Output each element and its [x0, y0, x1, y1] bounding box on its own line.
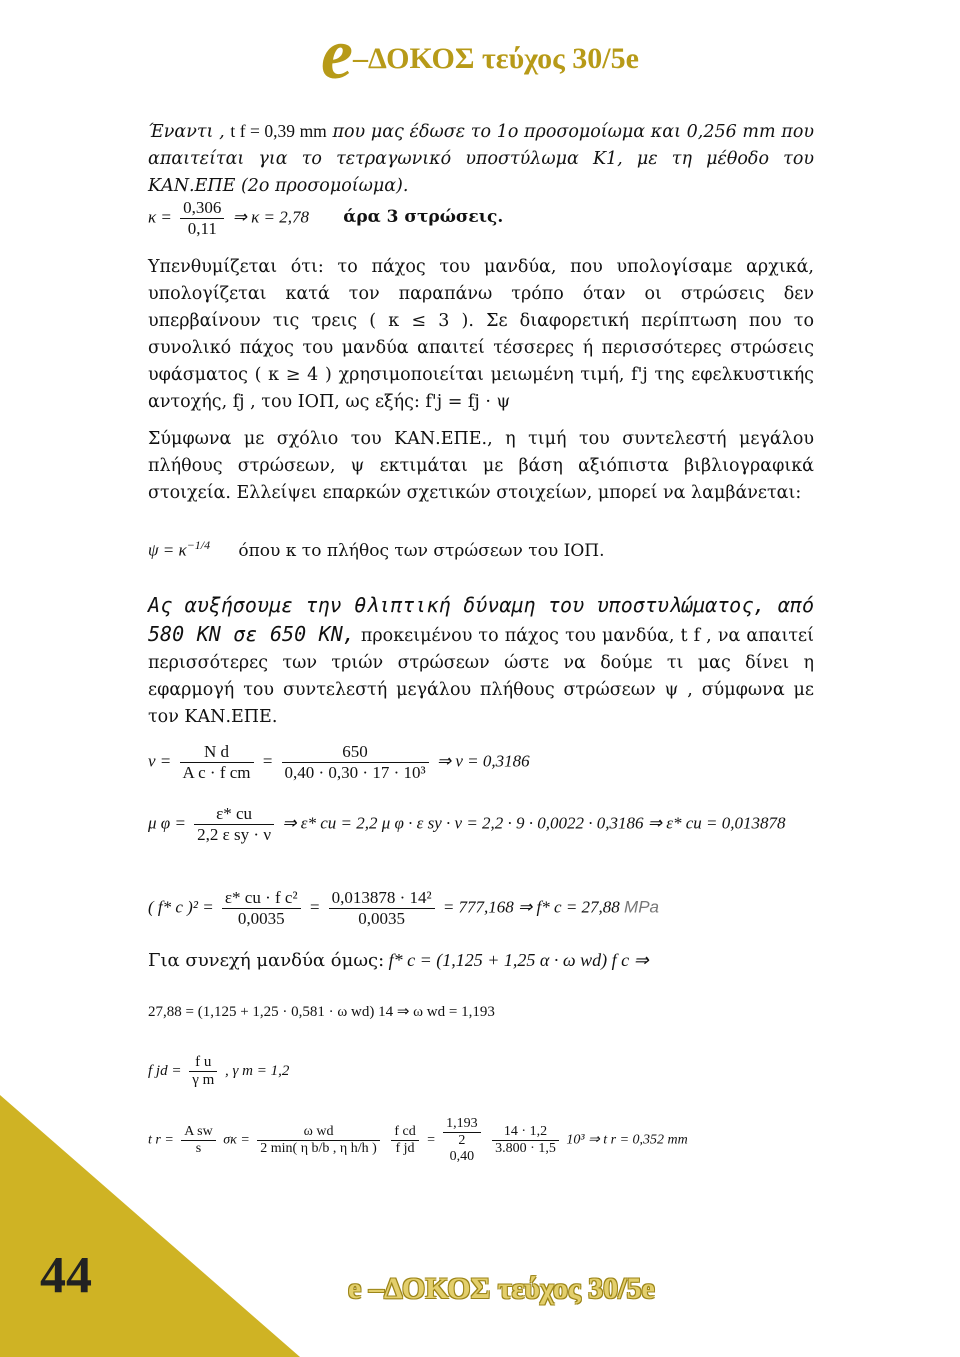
equation-tr [148, 1116, 688, 1165]
emphasis-text: Ας αυξήσουμε την θλιπτική δύναμη του υποστυλώματος, από 580 KN σε 650 KN, [148, 593, 814, 646]
nu-result: ⇒ ν = 0,3186 [436, 751, 530, 771]
equation-psi [148, 538, 648, 561]
tr-f5-num: 14 · 1,2 [492, 1124, 559, 1141]
paragraph-increase [148, 592, 814, 731]
psi-note: όπου κ το πλήθος των στρώσεων του ΙΟΠ. [238, 540, 605, 561]
fjd-lhs: f jd = [148, 1062, 182, 1079]
tr-f2-den: 2 min( η b/b , η h/h ) [260, 1141, 377, 1156]
header-title: –ΔΟΚΟΣ τεύχος 30/5e [353, 42, 639, 75]
continuous-formula: f* c = (1,125 + 1,25 α · ω wd) f c ⇒ [388, 950, 649, 970]
fc-den1: 0,0035 [237, 909, 285, 928]
fc-fraction-1 [222, 888, 301, 929]
paragraph-comment: Σύμφωνα με σχόλιο του ΚΑΝ.ΕΠΕ., η τιμή του συντελεστή μεγάλου πλήθους στρώσεων, ψ εκτιμάται με βάση αξιόπιστα βιβλιογραφικά στοιχεία. Ελλείψει επαρκών σχετικών στοιχείων, μπορεί να λαμβάνεται: [148, 429, 814, 503]
continuous-label: Για συνεχή μανδύα όμως: [148, 950, 385, 971]
fc-num2: 0,013878 · 14² [329, 888, 435, 909]
equation-kappa [148, 198, 503, 239]
mu-fraction [194, 804, 274, 845]
tr-f5-den: 3.800 · 1,5 [495, 1141, 556, 1156]
kappa-result: ⇒ κ = 2,78 [232, 207, 310, 227]
fc-num1: ε* cu · f c² [222, 888, 301, 909]
fc-result: = 777,168 ⇒ f* c = 27,88 [442, 897, 620, 917]
kappa-lhs: κ = [148, 207, 172, 227]
fc-den2: 0,0035 [358, 909, 405, 928]
equation-nu: ν = $\frac{\text{N d}}{\text{A c · f cm}}$ = $\frac{650}{\text{0,40 · 0,30 · 17 · 10³}}$ ⇒ ν = 0,3186 [148, 742, 530, 782]
nu-fraction-2 [282, 742, 429, 783]
tr-small-den: 0,40 [449, 1149, 475, 1164]
tr-fraction-5 [492, 1124, 559, 1157]
tr-f1-num: A sw [181, 1124, 215, 1141]
brand-logo: e [321, 14, 354, 94]
fc-lhs: ( f* c )² = [148, 897, 214, 917]
paragraph-reminder: Υπενθυμίζεται ότι: το πάχος του μανδύα, που υπολογίσαμε αρχικά, υπολογίζεται κατά τον παραπάνω τρόπο όταν οι στρώσεις δεν υπερβαίνουν τις τρεις ( κ ≤ 3 ). Σε διαφορετική περίπτωση που το συνολικό πάχος του μανδύα απαιτεί τέσσερες ή περισσότερες στρώσεις υφάσματος ( κ ≥ 4 ) χρησιμοποιείται μειωμένη τιμή, f'j της εφελκυστικής αντοχής, fj , του ΙΟΠ, ως εξής: f'j = fj · ψ [148, 257, 814, 412]
fjd-den: γ m [192, 1072, 215, 1088]
paragraph-intro [148, 118, 814, 200]
tr-f4-den: 2 [458, 1133, 466, 1148]
tr-result: 10³ ⇒ t r = 0,352 mm [566, 1132, 688, 1148]
kappa-note: άρα 3 στρώσεις. [343, 207, 504, 228]
footer-title: e –ΔΟΚΟΣ τεύχος 30/5e [348, 1272, 655, 1305]
nu-num2: 650 [282, 742, 429, 763]
equation-continuous [148, 950, 649, 971]
mu-result: ⇒ ε* cu = 2,2 μ φ · ε sy · ν = 2,2 · 9 · 0,0022 · 0,3186 ⇒ ε* cu = 0,013878 [282, 813, 786, 833]
page-header [0, 14, 960, 94]
tr-mid: σκ = [223, 1132, 250, 1148]
equation-omega: 27,88 = (1,125 + 1,25 · 0,581 · ω wd) 14 ⇒ ω wd = 1,193 [148, 1004, 495, 1020]
tr-lhs: t r = [148, 1132, 174, 1148]
kappa-fraction [180, 198, 224, 239]
mu-den: 2,2 ε sy · ν [197, 825, 272, 844]
fc-fraction-2 [329, 888, 435, 929]
intro-text: Έναντι , [148, 122, 225, 142]
tr-f4-num: 1,193 [443, 1116, 481, 1133]
equation-mu [148, 804, 786, 845]
tr-f2-num: ω wd [257, 1124, 380, 1141]
kappa-num: 0,306 [180, 198, 224, 219]
page-number: 44 [40, 1247, 92, 1304]
tr-f1-den: s [195, 1141, 202, 1156]
psi-formula: ψ = κ [148, 540, 187, 560]
intro-rest: που μας έδωσε το 1ο προσομοίωμα και 0,256 mm που απαιτείται για το τετραγωνικό υποστύλωμα Κ1, με τη μέθοδο του ΚΑΝ.ΕΠΕ (2ο προσομοίωμα). [148, 122, 814, 196]
fjd-num: f u [189, 1054, 217, 1072]
nu-den2: 0,40 · 0,30 · 17 · 10³ [284, 763, 426, 782]
tr-eq: = [426, 1132, 436, 1148]
mu-lhs: μ φ = [148, 813, 186, 833]
kappa-den: 0,11 [187, 219, 217, 238]
increase-rest: προκειμένου το πάχος του μανδύα, t f , να απαιτεί περισσότερες των τριών στρώσεων ώστε να δούμε τι μας δίνει η εφαρμογή του συντελεστή μεγάλου πλήθους στρώσεων ψ , σύμφωνα με τον ΚΑΝ.ΕΠΕ. [148, 626, 814, 727]
nu-fraction-1 [180, 742, 254, 783]
tr-fraction-4 [443, 1116, 481, 1165]
tr-f3-den: f jd [395, 1141, 415, 1156]
tr-f3-num: f cd [391, 1124, 418, 1141]
tr-fraction-1 [181, 1124, 215, 1157]
tf-value: t f = 0,39 mm [230, 121, 327, 141]
equation-fc: ( f* c )² = $\frac{\text{ε* cu · f c²}}{0,0035}$ = $\frac{\text{0,013878 · 14²}}{0,0035}$ = 777,168 ⇒ f* c = 27,88 MPa [148, 888, 660, 928]
fjd-rest: , γ m = 1,2 [225, 1062, 290, 1079]
nu-num1: N d [180, 742, 254, 763]
equation-fjd [148, 1054, 289, 1089]
fc-unit: MPa [624, 897, 660, 917]
nu-lhs: ν = [148, 751, 172, 771]
psi-exponent: −1/4 [186, 538, 211, 552]
fjd-fraction [189, 1054, 217, 1089]
tr-fraction-3 [391, 1124, 418, 1157]
tr-fraction-2 [257, 1124, 380, 1157]
mu-num: ε* cu [194, 804, 274, 825]
nu-den1: A c · f cm [182, 763, 251, 782]
